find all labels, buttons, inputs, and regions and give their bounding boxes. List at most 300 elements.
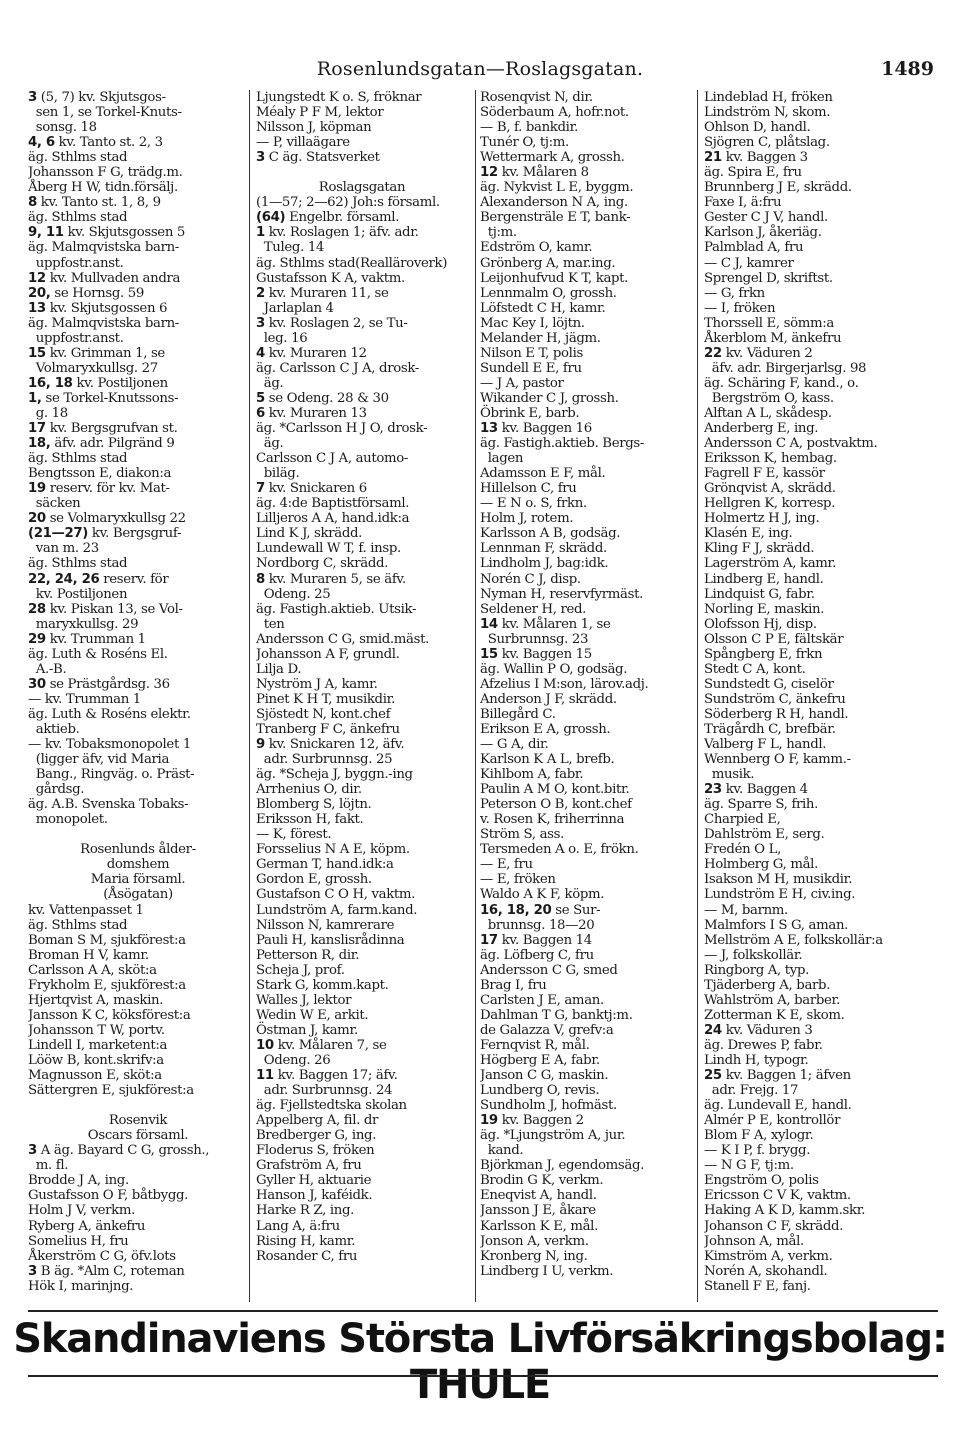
directory-entry-line: Jarlaplan 4 bbox=[256, 300, 334, 316]
directory-entry-line: Ringborg A, typ. bbox=[704, 962, 810, 978]
directory-entry-line: äg. Fastigh.aktieb. Utsik- bbox=[256, 601, 417, 617]
directory-entry-line: Söderbaum A, hofr.not. bbox=[480, 105, 629, 121]
directory-entry-line: Lennman F, skrädd. bbox=[480, 541, 607, 557]
directory-entry-line: äg. *Carlsson H J O, drosk- bbox=[256, 421, 428, 437]
house-number: 20, bbox=[28, 285, 51, 301]
directory-entry-line: Surbrunnsg. 23 bbox=[480, 631, 589, 647]
directory-entry-line: Lundberg O, revis. bbox=[480, 1083, 600, 1099]
directory-entry-line: Mac Key I, löjtn. bbox=[480, 315, 585, 331]
directory-entry-line: Lagerström A, kamr. bbox=[704, 556, 836, 572]
house-number: 19 bbox=[480, 1113, 498, 1129]
directory-entry-line: Carlsten J E, aman. bbox=[480, 992, 604, 1008]
directory-entry-line: äg. *Ljungström A, jur. bbox=[480, 1128, 626, 1144]
house-number: 13 bbox=[480, 421, 498, 437]
directory-entry-line: 19 reserv. för kv. Mat- bbox=[28, 481, 170, 497]
directory-entry-line: 2 kv. Muraren 11, se bbox=[256, 285, 389, 301]
directory-entry-line: Malmfors I S G, aman. bbox=[704, 917, 849, 933]
directory-entry-line: Pauli H, kanslisrådinna bbox=[256, 932, 405, 948]
directory-entry-line: Tjäderberg A, barb. bbox=[704, 977, 831, 993]
directory-entry-line: Peterson O B, kont.chef bbox=[480, 797, 632, 813]
directory-entry-line: Nilsson N, kamrerare bbox=[256, 917, 395, 933]
directory-entry-line: Söderberg R H, handl. bbox=[704, 706, 849, 722]
directory-entry-line: Holmertz H J, ing. bbox=[704, 511, 820, 527]
house-number: 7 bbox=[256, 481, 265, 497]
directory-entry-line: äg. Fastigh.aktieb. Bergs- bbox=[480, 436, 645, 452]
directory-entry-line: Paulin A M O, kont.bitr. bbox=[480, 782, 630, 798]
directory-entry-line: Kihlbom A, fabr. bbox=[480, 767, 584, 783]
directory-entry-line: Kimström A, verkm. bbox=[704, 1248, 833, 1264]
directory-entry-line: äg. Sthlms stad(Realläroverk) bbox=[256, 255, 448, 271]
directory-entry-line: German T, hand.idk:a bbox=[256, 857, 394, 873]
directory-entry-line: 9, 11 kv. Skjutsgossen 5 bbox=[28, 225, 186, 241]
directory-entry-line: (1—57; 2—62) Joh:s församl. bbox=[256, 195, 440, 211]
directory-entry-line: — B, f. bankdir. bbox=[480, 120, 578, 136]
house-number: 4 bbox=[256, 345, 265, 361]
directory-entry-line: van m. 23 bbox=[28, 541, 99, 557]
directory-entry-line: leg. 16 bbox=[256, 330, 308, 346]
directory-entry-line: sen 1, se Torkel-Knuts- bbox=[28, 105, 182, 121]
directory-entry-line: äg. Wallin P O, godsäg. bbox=[480, 661, 628, 677]
directory-entry-line: Somelius H, fru bbox=[28, 1233, 129, 1249]
directory-entry-line: Rosander C, fru bbox=[256, 1248, 358, 1264]
directory-entry-line: kv. Vattenpasset 1 bbox=[28, 902, 144, 918]
column-divider bbox=[249, 90, 250, 1302]
directory-entry-line: aktieb. bbox=[28, 721, 80, 737]
directory-entry-line: Johansson A F, grundl. bbox=[256, 646, 400, 662]
column-4 bbox=[704, 90, 938, 1306]
directory-entry-line: 23 kv. Baggen 4 bbox=[704, 782, 808, 798]
directory-entry-line: 3 (5, 7) kv. Skjutsgos- bbox=[28, 90, 166, 105]
directory-entry-line: Frykholm E, sjukförest:a bbox=[28, 977, 186, 993]
house-number: 12 bbox=[28, 270, 46, 286]
directory-entry-line: Sprengel D, skriftst. bbox=[704, 270, 833, 286]
house-number: 29 bbox=[28, 631, 46, 647]
directory-entry-line: Wettermark A, grossh. bbox=[480, 150, 625, 166]
house-number: 3 bbox=[28, 1263, 37, 1279]
column-divider bbox=[475, 90, 476, 1302]
directory-entry-line: Floderus S, fröken bbox=[256, 1143, 375, 1159]
directory-entry-line: Isakson M H, musikdir. bbox=[704, 872, 853, 888]
directory-entry-line: Carlsson C J A, automo- bbox=[256, 451, 409, 467]
directory-entry-line: lagen bbox=[480, 451, 524, 467]
directory-entry-line: Rosenlunds ålder- bbox=[80, 842, 196, 858]
directory-entry-line: Anderson J F, skrädd. bbox=[480, 691, 617, 707]
directory-entry-line: Hillelson C, fru bbox=[480, 481, 577, 497]
directory-entry-line: Pinet K H T, musikdir. bbox=[256, 691, 396, 707]
house-number: 24 bbox=[704, 1022, 722, 1038]
directory-entry-line: äg. Sthlms stad bbox=[28, 451, 128, 467]
directory-entry-line: Grönberg A, mar.ing. bbox=[480, 255, 616, 271]
directory-entry-line: Gustafsson O F, båtbygg. bbox=[28, 1188, 189, 1204]
directory-entry-line: Klasén E, ing. bbox=[704, 526, 793, 542]
directory-entry-line: 21 kv. Baggen 3 bbox=[704, 150, 808, 166]
directory-entry-line: 15 kv. Baggen 15 bbox=[480, 646, 592, 662]
directory-entry-line: sonsg. 18 bbox=[28, 120, 97, 136]
house-number: 13 bbox=[28, 300, 46, 316]
directory-entry-line: Bergström O, kass. bbox=[704, 390, 834, 406]
directory-entry-line: Engström O, polis bbox=[704, 1173, 819, 1189]
directory-entry-line: Nordborg C, skrädd. bbox=[256, 556, 389, 572]
directory-entry-line: 22, 24, 26 reserv. för bbox=[28, 571, 169, 587]
house-number: 17 bbox=[480, 932, 498, 948]
directory-entry-line: Thorssell E, sömm:a bbox=[704, 315, 835, 331]
directory-entry-line: Hök I, marinjng. bbox=[28, 1278, 134, 1294]
house-number: (21—27) bbox=[28, 526, 89, 542]
directory-entry-line: Ljungstedt K o. S, fröknar bbox=[256, 90, 422, 105]
directory-entry-line: Bredberger G, ing. bbox=[256, 1128, 377, 1144]
directory-entry-line: Holm J V, verkm. bbox=[28, 1203, 136, 1219]
directory-entry-line: de Galazza V, grefv:a bbox=[480, 1022, 614, 1038]
directory-entry-line: g. 18 bbox=[28, 405, 68, 421]
directory-entry-line: Olsson C P E, fältskär bbox=[704, 631, 844, 647]
directory-entry-line: Lindh H, typogr. bbox=[704, 1053, 809, 1068]
directory-entry-line: — K I P, f. brygg. bbox=[704, 1143, 811, 1159]
directory-entry-line bbox=[28, 827, 248, 842]
directory-entry-line: Bang., Ringväg. o. Präst- bbox=[28, 767, 195, 783]
directory-entry-line: Fredén O L, bbox=[704, 842, 781, 858]
directory-entry-line: Jonson A, verkm. bbox=[480, 1233, 589, 1249]
directory-entry-line: — I, fröken bbox=[704, 300, 776, 316]
directory-entry-line: — G A, dir. bbox=[480, 737, 549, 753]
directory-entry-line: äg. Carlsson C J A, drosk- bbox=[256, 360, 419, 376]
directory-entry-line: adr. Frejg. 17 bbox=[704, 1083, 799, 1099]
directory-entry-line: äg. Spira E, fru bbox=[704, 165, 802, 181]
directory-entry-line: Tersmeden A o. E, frökn. bbox=[480, 842, 639, 858]
house-number: 3 bbox=[256, 150, 265, 166]
directory-entry-line: Odeng. 26 bbox=[256, 1053, 331, 1068]
directory-entry-line: Nilson E T, polis bbox=[480, 345, 583, 361]
directory-entry-line: Magnusson E, sköt:a bbox=[28, 1068, 162, 1084]
banner-rule-bottom bbox=[28, 1375, 938, 1377]
directory-entry-line: Oscars församl. bbox=[87, 1128, 189, 1144]
house-number: 15 bbox=[480, 646, 498, 662]
directory-entry-line: maryxkullsg. 29 bbox=[28, 616, 139, 632]
directory-entry-line: Norén C J, disp. bbox=[480, 571, 581, 587]
directory-entry-line: Stark G, komm.kapt. bbox=[256, 977, 389, 993]
directory-entry-line: Wedin W E, arkit. bbox=[256, 1007, 369, 1023]
directory-entry-line: Lindberg E, handl. bbox=[704, 571, 824, 587]
directory-entry-line: Karlson K A L, brefb. bbox=[480, 752, 615, 768]
directory-entry-line: — E N o. S, frkn. bbox=[480, 496, 587, 512]
directory-entry-line: — kv. Trumman 1 bbox=[28, 691, 141, 707]
directory-entry-line: Billegård C. bbox=[480, 706, 556, 722]
directory-entry-line: äg. *Scheja J, byggn.-ing bbox=[256, 767, 413, 783]
directory-entry-line: Mellström A E, folkskollär:a bbox=[704, 932, 883, 948]
directory-entry-line: Brag I, fru bbox=[480, 977, 547, 993]
directory-entry-line: 15 kv. Grimman 1, se bbox=[28, 345, 165, 361]
house-number: 1 bbox=[256, 225, 265, 241]
directory-entry-line: 13 kv. Baggen 16 bbox=[480, 421, 592, 437]
directory-entry-line: Rising H, kamr. bbox=[256, 1233, 356, 1249]
house-number: 8 bbox=[28, 195, 37, 211]
directory-entry-line: Lindström N, skom. bbox=[704, 105, 831, 121]
directory-entry-line: Zotterman K E, skom. bbox=[704, 1007, 845, 1023]
directory-entry-line: äg. bbox=[256, 375, 284, 391]
directory-entry-line: Sundholm J, hofmäst. bbox=[480, 1098, 617, 1114]
directory-entry-line: 8 kv. Tanto st. 1, 8, 9 bbox=[28, 195, 161, 211]
directory-entry-line: Brodde J A, ing. bbox=[28, 1173, 129, 1189]
directory-entry-line: 1 kv. Roslagen 1; äfv. adr. bbox=[256, 225, 419, 241]
house-number: 3 bbox=[28, 90, 37, 105]
directory-entry-line: 10 kv. Målaren 7, se bbox=[256, 1037, 387, 1053]
column-1 bbox=[28, 90, 248, 1306]
directory-entry-line: 12 kv. Målaren 8 bbox=[480, 165, 589, 181]
directory-entry-line: Valberg F L, handl. bbox=[704, 737, 827, 753]
directory-entry-line: Lang A, ä:fru bbox=[256, 1218, 340, 1234]
directory-entry-line: Charpied E, bbox=[704, 812, 781, 828]
house-number: 28 bbox=[28, 601, 46, 617]
directory-entry-line: — J, folkskollär. bbox=[704, 947, 803, 963]
directory-entry-line: Kronberg N, ing. bbox=[480, 1248, 588, 1264]
directory-entry-line: äg. A.B. Svenska Tobaks- bbox=[28, 797, 189, 813]
directory-entry-line: Åberg H W, tidn.försälj. bbox=[28, 180, 178, 196]
directory-entry-line: Lundewall W T, f. insp. bbox=[256, 541, 401, 557]
directory-entry-line bbox=[28, 1098, 248, 1113]
directory-entry-line: Löfstedt C H, kamr. bbox=[480, 300, 606, 316]
directory-entry-line: adr. Surbrunnsg. 24 bbox=[256, 1083, 393, 1099]
directory-entry-line: Wikander C J, grossh. bbox=[480, 390, 619, 406]
directory-entry-line: Leijonhufvud K T, kapt. bbox=[480, 270, 629, 286]
directory-entry-line: Hellgren K, korresp. bbox=[704, 496, 836, 512]
directory-entry-line: äg. Malmqvistska barn- bbox=[28, 315, 179, 331]
directory-entry-line: Johansson F G, trädg.m. bbox=[28, 165, 183, 181]
directory-entry-line: — E, fru bbox=[480, 857, 533, 873]
directory-entry-line: Blom F A, xylogr. bbox=[704, 1128, 814, 1144]
directory-entry-line: äg. 4:de Baptistförsaml. bbox=[256, 496, 410, 512]
house-number: 8 bbox=[256, 571, 265, 587]
directory-entry-line: — G, frkn bbox=[704, 285, 765, 301]
directory-entry-line: 14 kv. Målaren 1, se bbox=[480, 616, 611, 632]
directory-entry-line: Gustafson C O H, vaktm. bbox=[256, 887, 416, 903]
directory-entry-line: Gustafsson K A, vaktm. bbox=[256, 270, 405, 286]
directory-entry-line: Boman S M, sjukförest:a bbox=[28, 932, 186, 948]
directory-entry-line: Kling F J, skrädd. bbox=[704, 541, 815, 557]
directory-entry-line: 8 kv. Muraren 5, se äfv. bbox=[256, 571, 406, 587]
directory-entry-line: monopolet. bbox=[28, 812, 108, 828]
directory-entry-line: Almér P E, kontrollör bbox=[704, 1113, 841, 1129]
directory-entry-line: 30 se Prästgårdsg. 36 bbox=[28, 676, 170, 692]
house-number: 12 bbox=[480, 165, 498, 181]
directory-entry-line: Arrhenius O, dir. bbox=[256, 782, 362, 798]
directory-entry-line: 4 kv. Muraren 12 bbox=[256, 345, 367, 361]
directory-entry-line: Odeng. 25 bbox=[256, 586, 331, 602]
directory-entry-line: A.-B. bbox=[28, 661, 67, 677]
column-divider bbox=[697, 90, 698, 1302]
directory-entry-line: Karlsson A B, godsäg. bbox=[480, 526, 621, 542]
house-number: 10 bbox=[256, 1037, 274, 1053]
house-number: 3 bbox=[28, 1143, 37, 1159]
directory-entry-line: äg. Sthlms stad bbox=[28, 917, 128, 933]
directory-entry-line: Fernqvist R, mål. bbox=[480, 1037, 590, 1053]
directory-entry-line: uppfostr.anst. bbox=[28, 330, 124, 346]
directory-entry-line: Seldener H, red. bbox=[480, 601, 587, 617]
house-number: 3 bbox=[256, 315, 265, 331]
directory-entry-line: Andersson C G, smed bbox=[480, 962, 618, 978]
directory-entry-line: Sundström C, änkefru bbox=[704, 691, 846, 707]
house-number: 6 bbox=[256, 405, 265, 421]
directory-entry-line: Eriksson H, fakt. bbox=[256, 812, 364, 828]
directory-entry-line: 28 kv. Piskan 13, se Vol- bbox=[28, 601, 183, 617]
directory-entry-line: — N G F, tj:m. bbox=[704, 1158, 794, 1174]
directory-entry-line: Lööw B, kont.skrifv:a bbox=[28, 1053, 164, 1068]
directory-entry-line: Dahlström E, serg. bbox=[704, 827, 825, 843]
house-number: 4, 6 bbox=[28, 135, 55, 151]
directory-entry-line: kv. Postiljonen bbox=[28, 586, 128, 602]
directory-entry-line: 7 kv. Snickaren 6 bbox=[256, 481, 367, 497]
directory-entry-line: Jansson K C, köksförest:a bbox=[28, 1007, 191, 1023]
directory-entry-line: Sättergren E, sjukförest:a bbox=[28, 1083, 194, 1099]
directory-entry-line: Ryberg A, änkefru bbox=[28, 1218, 146, 1234]
page-title: Rosenlundsgatan—Roslagsgatan. bbox=[316, 58, 644, 80]
directory-entry-line: Petterson R, dir. bbox=[256, 947, 360, 963]
directory-entry-line: Bergensträle E T, bank- bbox=[480, 210, 631, 226]
directory-entry-line: Roslagsgatan bbox=[318, 180, 406, 196]
directory-entry-line: Appelberg A, fil. dr bbox=[256, 1113, 379, 1129]
directory-entry-line: brunnsg. 18—20 bbox=[480, 917, 595, 933]
directory-entry-line: Lindeblad H, fröken bbox=[704, 90, 833, 105]
directory-entry-line: Högberg E A, fabr. bbox=[480, 1053, 600, 1068]
directory-entry-line: Afzelius I M:son, lärov.adj. bbox=[480, 676, 649, 692]
directory-entry-line: Karlson J, åkeriäg. bbox=[704, 225, 822, 241]
advertisement-banner: Skandinaviens Största Livförsäkringsbolag: THULE bbox=[13, 1316, 947, 1408]
house-number: 11 bbox=[256, 1068, 274, 1084]
directory-entry-line: 22 kv. Väduren 2 bbox=[704, 345, 813, 361]
directory-entry-line: Johnson A, mål. bbox=[704, 1233, 804, 1249]
directory-entry-line: Tuleg. 14 bbox=[256, 240, 325, 256]
directory-entry-line: äg. Drewes P, fabr. bbox=[704, 1037, 823, 1053]
directory-entry-line: Ohlson D, handl. bbox=[704, 120, 811, 136]
house-number: 17 bbox=[28, 421, 46, 437]
directory-entry-line: musik. bbox=[704, 767, 755, 783]
directory-entry-line: 3 kv. Roslagen 2, se Tu- bbox=[256, 315, 408, 331]
directory-entry-line: Grönqvist A, skrädd. bbox=[704, 481, 836, 497]
directory-entry-line: adr. Surbrunnsg. 25 bbox=[256, 752, 393, 768]
directory-entry-line: Lindell I, marketent:a bbox=[28, 1037, 168, 1053]
directory-entry-line: äg. Löfberg C, fru bbox=[480, 947, 594, 963]
house-number: 30 bbox=[28, 676, 46, 692]
directory-entry-line: Lundström E H, civ.ing. bbox=[704, 887, 856, 903]
directory-entry-line: Lindberg I U, verkm. bbox=[480, 1263, 614, 1279]
directory-entry-line: 1, se Torkel-Knutssons- bbox=[28, 390, 179, 406]
directory-entry-line: Norling E, maskin. bbox=[704, 601, 825, 617]
directory-entry-line: Rosenqvist N, dir. bbox=[480, 90, 593, 105]
directory-entry-line: (ligger äfv, vid Maria bbox=[28, 752, 170, 768]
page-header bbox=[0, 52, 960, 86]
directory-entry-line: 4, 6 kv. Tanto st. 2, 3 bbox=[28, 135, 163, 151]
directory-entry-line: Palmblad A, fru bbox=[704, 240, 804, 256]
directory-entry-line bbox=[256, 165, 468, 180]
directory-entry-line: äg. Sthlms stad bbox=[28, 556, 128, 572]
directory-entry-line: Spångberg E, frkn bbox=[704, 646, 823, 662]
directory-entry-line: Gordon E, grossh. bbox=[256, 872, 372, 888]
directory-entry-line: Lilljeros A A, hand.idk:a bbox=[256, 511, 410, 527]
house-number: 16, 18, 20 bbox=[480, 902, 552, 918]
directory-entry-line: 17 kv. Baggen 14 bbox=[480, 932, 592, 948]
directory-entry-line: v. Rosen K, friherrinna bbox=[480, 812, 625, 828]
directory-entry-line: äg. Schäring F, kand., o. bbox=[704, 375, 859, 391]
directory-entry-line: Holm J, rotem. bbox=[480, 511, 574, 527]
directory-entry-line: Sundstedt G, ciselör bbox=[704, 676, 834, 692]
directory-entry-line: Scheja J, prof. bbox=[256, 962, 345, 978]
directory-entry-line: Björkman J, egendomsäg. bbox=[480, 1158, 645, 1174]
directory-entry-line: Alexanderson N A, ing. bbox=[480, 195, 628, 211]
column-3 bbox=[480, 90, 692, 1306]
directory-entry-line: Wennberg O F, kamm.- bbox=[704, 752, 851, 768]
house-number: 20 bbox=[28, 511, 46, 527]
directory-entry-line: 5 se Odeng. 28 & 30 bbox=[256, 390, 389, 406]
house-number: 25 bbox=[704, 1068, 722, 1084]
directory-entry-line: 6 kv. Muraren 13 bbox=[256, 405, 367, 421]
directory-entry-line: Brodin G K, verkm. bbox=[480, 1173, 604, 1189]
directory-entry-line: Grafström A, fru bbox=[256, 1158, 362, 1174]
page-number: 1489 bbox=[881, 58, 934, 80]
directory-entry-line: Andersson C A, postvaktm. bbox=[704, 436, 878, 452]
directory-entry-line: Wahlström A, barber. bbox=[704, 992, 840, 1008]
house-number: 9, 11 bbox=[28, 225, 64, 241]
directory-entry-line: Faxe I, ä:fru bbox=[704, 195, 782, 211]
directory-entry-line: Edström O, kamr. bbox=[480, 240, 593, 256]
directory-entry-line: Méaly P F M, lektor bbox=[256, 105, 384, 121]
directory-entry-line: säcken bbox=[28, 496, 81, 512]
house-number: 22, 24, 26 bbox=[28, 571, 100, 587]
directory-entry-line: Gyller H, aktuarie bbox=[256, 1173, 372, 1189]
directory-entry-line: Waldo A K F, köpm. bbox=[480, 887, 605, 903]
directory-entry-line: äg. bbox=[256, 436, 284, 452]
directory-entry-line: Ericsson C V K, vaktm. bbox=[704, 1188, 851, 1204]
directory-entry-line: Hanson J, kaféidk. bbox=[256, 1188, 373, 1204]
directory-entry-line: 20, se Hornsg. 59 bbox=[28, 285, 144, 301]
directory-entry-line: Nyman H, reservfyrmäst. bbox=[480, 586, 643, 602]
directory-entry-line: — P, villaägare bbox=[256, 135, 350, 151]
directory-entry-line: Lennmalm O, grossh. bbox=[480, 285, 617, 301]
directory-entry-line: m. fl. bbox=[28, 1158, 69, 1174]
directory-entry-line: Melander H, jägm. bbox=[480, 330, 601, 346]
directory-entry-line: Eneqvist A, handl. bbox=[480, 1188, 597, 1204]
directory-entry-line: Lind K J, skrädd. bbox=[256, 526, 363, 542]
directory-entry-line: Harke R Z, ing. bbox=[256, 1203, 355, 1219]
directory-entry-line: 11 kv. Baggen 17; äfv. bbox=[256, 1068, 398, 1084]
directory-entry-line: Broman H V, kamr. bbox=[28, 947, 149, 963]
directory-entry-line: Trägårdh C, brefbär. bbox=[704, 721, 836, 737]
banner-rule-top bbox=[28, 1310, 938, 1312]
directory-entry-line: Andersson C G, smid.mäst. bbox=[256, 631, 429, 647]
house-number: 19 bbox=[28, 481, 46, 497]
directory-entry-line: Jansson J E, åkare bbox=[480, 1203, 596, 1219]
directory-entry-line: Sjögren C, plåtslag. bbox=[704, 135, 830, 151]
directory-entry-line: Dahlman T G, banktj:m. bbox=[480, 1007, 633, 1023]
directory-entry-line: äfv. adr. Birgerjarlsg. 98 bbox=[704, 360, 867, 376]
directory-entry-line: tj:m. bbox=[480, 225, 517, 241]
directory-entry-line: — E, fröken bbox=[480, 872, 556, 888]
directory-entry-line: Sundell E E, fru bbox=[480, 360, 582, 376]
directory-entry-line: Åkerström C G, öfv.lots bbox=[28, 1248, 176, 1264]
directory-entry-line: Stedt C A, kont. bbox=[704, 661, 806, 677]
house-number: 5 bbox=[256, 390, 265, 406]
directory-entry-line: 9 kv. Snickaren 12, äfv. bbox=[256, 737, 405, 753]
house-number: 16, 18 bbox=[28, 375, 73, 391]
directory-entry-line: 16, 18 kv. Postiljonen bbox=[28, 375, 168, 391]
directory-entry-line: Ström S, ass. bbox=[480, 827, 564, 843]
directory-entry-line: Stanell F E, fanj. bbox=[704, 1278, 811, 1294]
directory-entry-line: Holmberg G, mål. bbox=[704, 857, 818, 873]
directory-entry-line: Adamsson E F, mål. bbox=[480, 466, 606, 482]
directory-entry-line: Volmaryxkullsg. 27 bbox=[28, 360, 158, 376]
directory-entry-line: — J A, pastor bbox=[480, 375, 564, 391]
directory-entry-line: äg. Sparre S, frih. bbox=[704, 797, 819, 813]
directory-entry-line: Olofsson Hj, disp. bbox=[704, 616, 817, 632]
directory-entry-line: 3 A äg. Bayard C G, grossh., bbox=[28, 1143, 210, 1159]
directory-entry-line: äg. Luth & Roséns El. bbox=[28, 646, 168, 662]
